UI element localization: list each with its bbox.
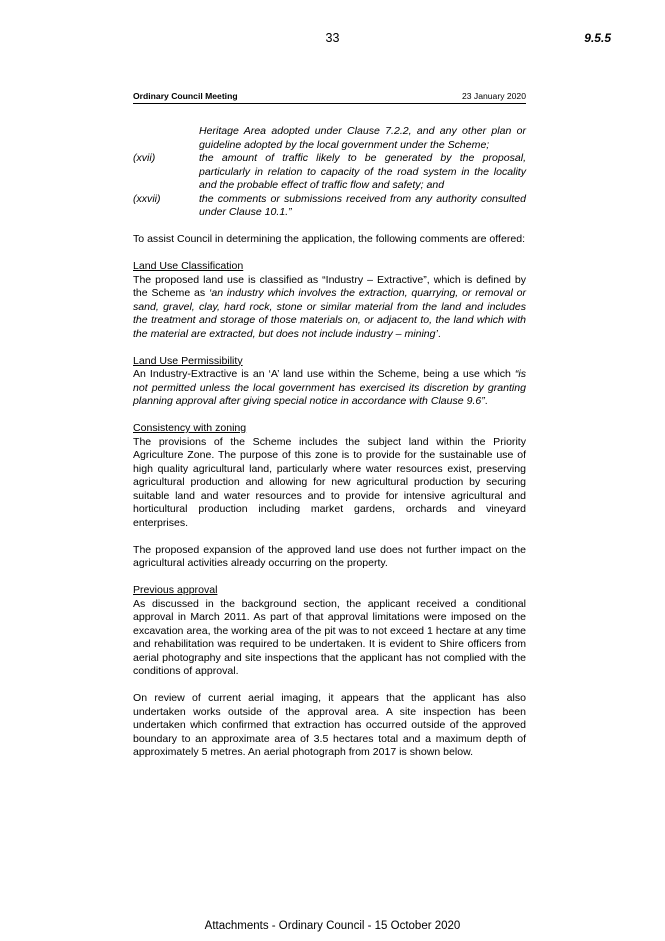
heading-land-use-classification: Land Use Classification <box>133 260 244 272</box>
clause-xxvii <box>133 193 526 220</box>
aerial-review-paragraph: On review of current aerial imaging, it appears that the applicant has also undertaken works outside of the approval area. A site inspection has been undertaken which confirmed that extraction has occurred outside of the approved boundary to an approximate area of 3.5 hectares total and a maximum depth of approximately 5 metres. An aerial photograph from 2017 is shown below. <box>133 692 526 758</box>
permissibility-paragraph: An Industry-Extractive is an ‘A’ land use within the Scheme, being a use which “is not permitted unless the local government has exercised its discretion by granting planning approval after giving special notice in accordance with Clause 9.6”. <box>133 368 526 407</box>
heading-land-use-permissibility: Land Use Permissibility <box>133 354 243 367</box>
page-number: 33 <box>325 31 340 45</box>
meeting-title: Ordinary Council Meeting <box>133 91 238 101</box>
approval-paragraph: As discussed in the background section, the applicant received a conditional approval in March 2011. As part of that approval limitations were imposed on the excavation area, the working area of the pit was to not exceed 1 hectare at any time and rehabilitation was required to be undertaken. It is evident to Shire officers from aerial photography and site inspections that the applicant has not complied with the conditions of approval. <box>133 597 526 677</box>
heading-consistency-with-zoning: Consistency with zoning <box>133 422 247 434</box>
clause-text: the comments or submissions received from any authority consulted under Clause 10.1.” <box>199 192 526 218</box>
clause-xvii <box>133 152 526 193</box>
clause-text: the amount of traffic likely to be generated by the proposal, particularly in relation to capacity of the road system in the locality and the probable effect of traffic flow and safety; and <box>199 152 526 191</box>
clause-continuation <box>133 125 526 152</box>
zoning-paragraph: The provisions of the Scheme includes the subject land within the Priority Agriculture Zone. The purpose of this zone is to provide for the sustainable use of high quality agricultural land, particularly where water resources exist, preserving agricultural production and allowing for new agricultural production by securing suitable land and water resources and to provide for intensive agricultural and horticultural production including market gardens, orchards and vineyard enterprises. <box>133 435 526 529</box>
document-body <box>133 125 526 760</box>
clause-number: (xxvii) <box>133 192 161 205</box>
intro-paragraph: To assist Council in determining the application, the following comments are offered: <box>133 233 526 245</box>
meeting-date: 23 January 2020 <box>461 91 526 101</box>
expansion-paragraph: The proposed expansion of the approved land use does not further impact on the agricultural activities already occurring on the property. <box>133 543 526 569</box>
clause-text: Heritage Area adopted under Clause 7.2.2, and any other plan or guideline adopted by the local government under the Scheme; <box>199 125 526 151</box>
item-reference: 9.5.5 <box>584 31 611 45</box>
clause-number: (xvii) <box>133 152 156 164</box>
page-footer: Attachments - Ordinary Council - 15 October 2020 <box>204 920 461 932</box>
classification-paragraph: The proposed land use is classified as “Industry – Extractive”, which is defined by the Scheme as ‘an industry which involves the extraction, quarrying, or removal or sand, gravel, clay, hard rock, stone or similar material from the land and includes the treatment and storage of those materials on, or adjacent to, the land which with the material are extracted, but does not include industry – mining’. <box>133 273 526 340</box>
running-header <box>133 91 526 104</box>
heading-previous-approval: Previous approval <box>133 584 218 596</box>
